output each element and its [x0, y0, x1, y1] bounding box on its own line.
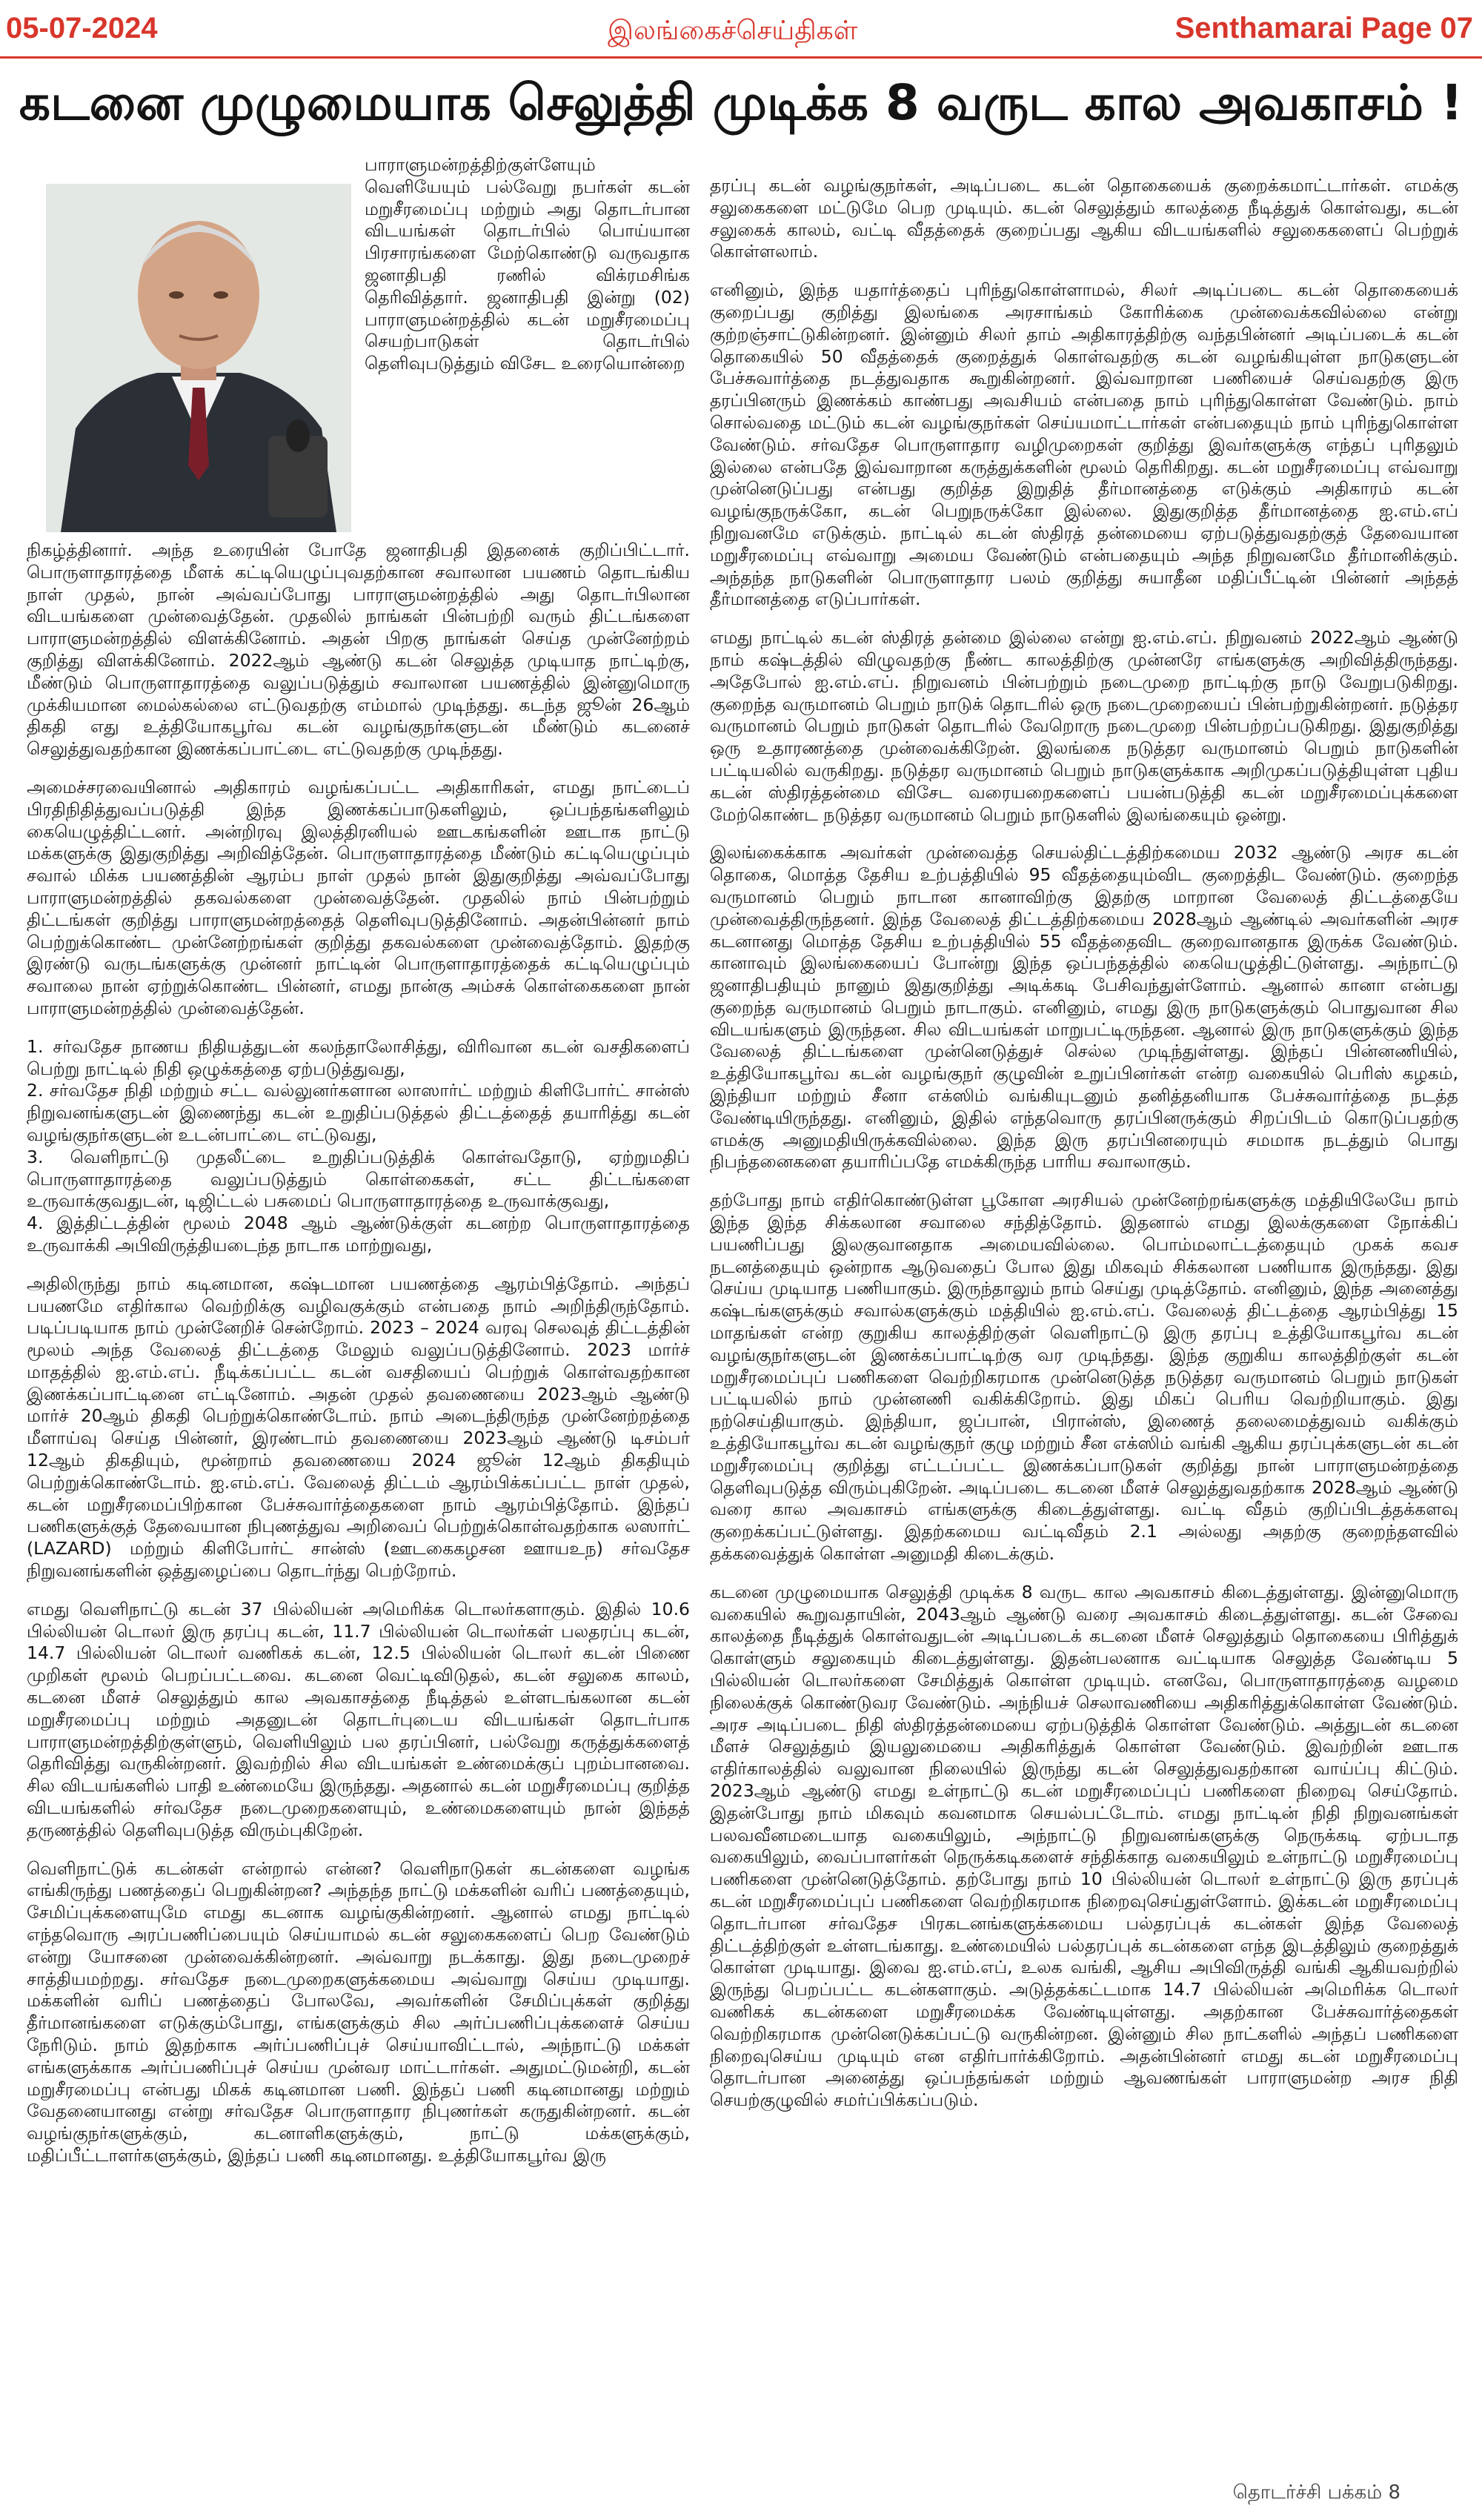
headline: கடனை முழுமையாக செலுத்தி முடிக்க 8 வருட கால அவகாசம் ! [19, 74, 1463, 131]
article-paragraph: தற்போது நாம் எதிர்கொண்டுள்ள பூகோள அரசியல் முன்னேற்றங்களுக்கு மத்தியிலேயே நாம் இந்த இந்த சிக்கலான சவாலை சந்தித்தோம். இதனால் எமது இலக்குகளை நோக்கிப் பயணிப்பது இலகுவானதாக அமையவில்லை. பொம்மலாட்டத்தையும் முகக் கவச நடனத்தையும் ஒன்றாக ஆடுவதைப் போல இது மிகவும் சிக்கலான பணியாக இருந்தது. இது செய்ய முடியாத பணியாகும். இருந்தாலும் நாம் செய்து முடித்தோம். எனினும், இந்த அனைத்து கஷ்டங்களுக்கும் சவால்களுக்கும் மத்தியில் ஐ.எம்.எப். வேலைத் திட்டத்தை ஆரம்பித்து 15 மாதங்கள் என்ற குறுகிய காலத்திற்குள் வெளிநாட்டு இரு தரப்பு உத்தியோகபூர்வ கடன் வழங்குநர்களுடன் இணக்கப்பாட்டிற்கு வர முடிந்தது. இந்த குறுகிய காலத்திற்குள் கடன் மறுசீரமைப்புப் பணிகளை வெற்றிகரமாக முன்னெடுத்த நடுத்தர வருமானம் பெறும் நாடுகள் பட்டியலில் நாம் முன்னணி வகிக்கிறோம். இது மிகப் பெரிய வெற்றியாகும். இது நற்செய்தியாகும். இந்தியா, ஜப்பான், பிரான்ஸ், இணைத் தலைமைத்துவம் வகிக்கும் உத்தியோகபூர்வ கடன் வழங்குநர் குழு மற்றும் சீன எக்ஸிம் வங்கி ஆகிய தரப்புக்களுடன் கடன் மறுசீரமைப்பு குறித்து எட்டப்பட்ட இணக்கப்பாடுகள் குறித்து நான் பாராளுமன்றத்தை தெளிவுபடுத்த விரும்புகிறேன். அடிப்படை கடனை மீளச் செலுத்துவதற்காக 2028ஆம் ஆண்டு வரை கால அவகாசம் எங்களுக்கு கிடைத்துள்ளது. வட்டி வீதம் குறிப்பிடத்தக்களவு குறைக்கப்பட்டுள்ளது. இதற்கமைய வட்டிவீதம் 2.1 அல்லது அதற்கு குறைந்தளவில் தக்கவைத்துக் கொள்ள அனுமதி கிடைக்கும். [710, 1190, 1458, 1565]
policy-list [27, 1036, 690, 1257]
policy-list-item: 2. சர்வதேச நிதி மற்றும் சட்ட வல்லுனர்களான லாஸார்ட் மற்றும் கிளிபோர்ட் சான்ஸ் நிறுவனங்களுடன் இணைந்து கடன் உறுதிப்படுத்தல் திட்டத்தைத் தயாரித்து கடன் வழங்குநர்களுடன் உடன்பாட்டை எட்டுவது, [27, 1080, 690, 1145]
article-paragraph: கடனை முழுமையாக செலுத்தி முடிக்க 8 வருட கால அவகாசம் கிடைத்துள்ளது. இன்னுமொரு வகையில் கூறுவதாயின், 2043ஆம் ஆண்டு வரை அவகாசம் கிடைத்துள்ளது. கடன் சேவை காலத்தை நீடித்துக் கொள்வதுடன் அடிப்படைக் கடனை மீளச் செலுத்தும் தொகையை பிரித்துக் கொள்ளும் சலுகையும் கிடைத்துள்ளது. இதன்பலனாக வட்டியாக செலுத்த வேண்டிய 5 பில்லியன் டொலர்களை சேமித்துக் கொள்ள முடியும். எனவே, பொருளாதாரத்தை வழமை நிலைக்குக் கொண்டுவர வேண்டும். அந்நியச் செலாவணியை அதிகரித்துக்கொள்ள வேண்டும். அரச அடிப்படை நிதி ஸ்திரத்தன்மையை ஏற்படுத்திக் கொள்ள வேண்டும். அத்துடன் கடனை மீளச் செலுத்தும் இயலுமையை அதிகரித்துக் கொள்ள வேண்டும். இவற்றின் ஊடாக எதிர்காலத்தில் வலுவான நிலையில் இருந்து கடன் செலுத்துவதற்கான வாய்ப்பு கிட்டும். 2023ஆம் ஆண்டு எமது உள்நாட்டு கடன் மறுசீரமைப்புப் பணிகளை நிறைவு செய்தோம். இதன்போது நாம் மிகவும் கவனமாக செயல்பட்டோம். எமது நாட்டின் நிதி நிறுவனங்கள் பலவவீனமடையாத வகையிலும், அந்நாட்டு நிறுவனங்களுக்கு நெருக்கடி ஏற்படாத வகையிலும், வைப்பாளர்கள் நெருக்கடிகளைச் சந்திக்காத வகையிலும் உள்நாட்டு மறுசீரமைப்பு பணிகளை முன்னெடுத்தோம். தற்போது நாம் 10 பில்லியன் டொலர் உள்நாட்டு இரு தரப்புக் கடன் மறுசீரமைப்புப் பணிகளை வெற்றிகரமாக நிறைவுசெய்துள்ளோம். இக்கடன் மறுசீரமைப்பு தொடர்பான சர்வதேச பிரகடனங்களுக்கமைய பல்தரப்புக் கடன்கள் இந்த வேலைத் திட்டத்திற்குள் உள்ளடங்காது. உண்மையில் பல்தரப்புக் கடன்களை எந்த இடத்திலும் குறைத்துக் கொள்ள முடியாது. இவை ஐ.எம்.எப், உலக வங்கி, ஆசிய அபிவிருத்தி வங்கி ஆகியவற்றில் இருந்து பெறப்பட்ட கடன்களாகும். அடுத்தக்கட்டமாக 14.7 பில்லியன் அமெரிக்க டொலர் வணிகக் கடன்களை மறுசீரமைக்க வேண்டியுள்ளது. அதற்கான பேச்சுவார்த்தைகள் வெற்றிகரமாக முன்னெடுக்கப்பட்டு வருகின்றன. இன்னும் சில நாட்களில் அந்தப் பணிகளை நிறைவுசெய்ய முடியும் என எதிர்பார்க்கிறோம். அதன்பின்னர் எமது கடன் மறுசீரமைப்பு தொடர்பான அனைத்து ஒப்பந்தங்கள் மற்றும் ஆவணங்கள் பாராளுமன்ற அரச நிதி செயற்குழுவில் சமர்ப்பிக்கப்படும். [710, 1581, 1458, 2111]
page-label: Senthamarai Page 07 [1174, 12, 1473, 44]
article-paragraph: தரப்பு கடன் வழங்குநர்கள், அடிப்படை கடன் தொகையைக் குறைக்கமாட்டார்கள். எமக்கு சலுகைகளை மட்டுமே பெற முடியும். கடன் செலுத்தும் காலத்தை நீடித்துக் கொள்வது, கடன் சலுகைக் காலம், வட்டி வீதத்தைக் குறைப்பது ஆகிய விடயங்களில் சலுகைகளைப் பெற்றுக் கொள்ளலாம். [710, 175, 1458, 262]
speaker-photo [46, 184, 351, 532]
article-paragraph: அதிலிருந்து நாம் கடினமான, கஷ்டமான பயணத்தை ஆரம்பித்தோம். அந்தப் பயணமே எதிர்கால வெற்றிக்கு வழிவகுக்கும் என்பதை நாம் அறிந்திருந்தோம். படிப்படியாக நாம் முன்னேறிச் சென்றோம். 2023 – 2024 வரவு செலவுத் திட்டத்தின் மூலம் அந்த வேலைத் திட்டத்தை மேலும் வலுப்படுத்தினோம். 2023 மார்ச் மாதத்தில் ஐ.எம்.எப். நீடிக்கப்பட்ட கடன் வசதியைப் பெற்றுக் கொள்வதற்கான இணக்கப்பாட்டினை எட்டினோம். அதன் முதல் தவணையை 2023ஆம் ஆண்டு மார்ச் 20ஆம் திகதி பெற்றுக்கொண்டோம். நாம் அடைந்திருந்த முன்னேற்றத்தை மீளாய்வு செய்த பின்னர், இரண்டாம் தவணையை 2023ஆம் ஆண்டு டிசம்பர் 12ஆம் திகதியும், மூன்றாம் தவணையை 2024 ஜூன் 12ஆம் திகதியும் பெற்றுக்கொண்டோம். ஐ.எம்.எப். வேலைத் திட்டம் ஆரம்பிக்கப்பட்ட நாள் முதல், கடன் மறுசீரமைப்பிற்கான பேச்சுவார்த்தைகளை நாம் ஆரம்பித்தோம். இந்தப் பணிகளுக்குத் தேவையான நிபுணத்துவ அறிவைப் பெற்றுக்கொள்வதற்காக லஸார்ட் (LAZARD) மற்றும் கிளிபோர்ட் சான்ஸ் (ஊடகைகழசன ஊாயஉந) சர்வதேச நிறுவனங்களின் ஒத்துழைப்பை தொடர்ந்து பெற்றோம். [27, 1273, 690, 1582]
speaker-photo-icon [46, 184, 351, 532]
site-name: இலங்கைச்செய்திகள் [608, 15, 858, 45]
article-paragraph: எமது வெளிநாட்டு கடன் 37 பில்லியன் அமெரிக்க டொலர்களாகும். இதில் 10.6 பில்லியன் டொலர் இரு தரப்பு கடன், 11.7 பில்லியன் டொலர்கள் பலதரப்பு கடன், 14.7 பில்லியன் டொலர் வணிகக் கடன், 12.5 பில்லியன் டொலர் கடன் பிணை முறிகள் மூலம் பெறப்பட்டவை. கடனை வெட்டிவிடுதல், கடன் சலுகை காலம், கடனை மீளச் செலுத்தும் கால அவகாசத்தை நீடித்தல் உள்ளடங்கலான கடன் மறுசீரமைப்பு மற்றும் அதனுடன் தொடர்புடைய விடயங்கள் தொடர்பாக பாராளுமன்றத்திற்குள்ளும், வெளியிலும் பல தரப்பினர், பல்வேறு கருத்துக்களைத் தெரிவித்து வருகின்றனர். இவற்றில் சில விடயங்கள் உண்மைக்குப் புறம்பானவை. சில விடயங்களில் பாதி உண்மையே இருந்தது. அதனால் கடன் மறுசீரமைப்பு குறித்த விடயங்களில் சர்வதேச நடைமுறைகளையும், உண்மைகளையும் நான் இந்தத் தருணத்தில் தெளிவுபடுத்த விரும்புகிறேன். [27, 1598, 690, 1840]
continued-on-link[interactable]: தொடர்ச்சி பக்கம் 8 [1232, 2481, 1400, 2504]
policy-list-item: 3. வெளிநாட்டு முதலீட்டை உறுதிப்படுத்திக் கொள்வதோடு, ஏற்றுமதிப் பொருளாதாரத்தை வலுப்படுத்தும் கொள்கைகள், சட்ட திட்டங்களை உருவாக்குவதுடன், டிஜிட்டல் பசுமைப் பொருளாதாரத்தை உருவாக்குவது, [27, 1146, 690, 1212]
article-paragraph: வெளிநாட்டுக் கடன்கள் என்றால் என்ன? வெளிநாடுகள் கடன்களை வழங்க எங்கிருந்து பணத்தைப் பெறுகின்றன? அந்தந்த நாட்டு மக்களின் வரிப் பணத்தையும், சேமிப்புக்களையுமே எமது கடனாக வழங்குகின்றனர். ஆனால் எமது நாட்டில் எந்தவொரு அரப்பணிப்பையும் செய்யாமல் கடன் சலுகைகளைப் பெற வேண்டும் என்று யோசனை முன்வைக்கின்றனர். அவ்வாறு நடக்காது. இது நடைமுறைச் சாத்தியமற்றது. சர்வதேச நடைமுறைகளுக்கமைய அவ்வாறு செய்ய முடியாது. மக்களின் வரிப் பணத்தைப் போலவே, அவர்களின் சேமிப்புக்கள் குறித்து தீர்மானங்களை எடுக்கும்போது, எங்களுக்கும் சில அர்ப்பணிப்புக்களைச் செய்ய நேரிடும். நாம் இதற்காக அர்ப்பணிப்புச் செய்யாவிட்டால், அந்நாட்டு மக்கள் எங்களுக்காக அர்ப்பணிப்புச் செய்ய முன்வர மாட்டார்கள். அதுமட்டுமன்றி, கடன் மறுசீரமைப்பு என்பது மிகக் கடினமான பணி. இந்தப் பணி கடினமானது மற்றும் வேதனையானது என்று சர்வதேச பொருளாதார நிபுணர்கள் கருதுகின்றனர். கடன் வழங்குநர்களுக்கும், கடனாளிகளுக்கும், நாட்டு மக்களுக்கும், மதிப்பீட்டாளர்களுக்கும், இந்தப் பணி கடினமானது. உத்தியோகபூர்வ இரு [27, 1857, 690, 2166]
masthead-rule [0, 56, 1482, 59]
article-lead: பாராளுமன்றத்திற்குள்ளேயும் வெளியேயும் பல்வேறு நபர்கள் கடன் மறுசீரமைப்பு மற்றும் அது தொடர்பான விடயங்கள் தொடர்பில் பொய்யான பிரசாரங்களை மேற்கொண்டு வருவதாக ஜனாதிபதி ரணில் விக்ரமசிங்க தெரிவித்தார். ஜனாதிபதி இன்று (02) பாராளுமன்றத்தில் கடன் மறுசீரமைப்பு செயற்பாடுகள் தொடர்பில் தெளிவுபடுத்தும் விசேட உரையொன்றை [365, 154, 690, 374]
policy-list-item: 4. இத்திட்டத்தின் மூலம் 2048 ஆம் ஆண்டுக்குள் கடனற்ற பொருளாதாரத்தை உருவாக்கி அபிவிருத்தியடைந்த நாடாக மாற்றுவது, [27, 1213, 690, 1256]
policy-list-item: 1. சர்வதேச நாணய நிதியத்துடன் கலந்தாலோசித்து, விரிவான கடன் வசதிகளைப் பெற்று நாட்டில் நிதி ஒழுக்கத்தை ஏற்படுத்துவது, [27, 1035, 690, 1079]
issue-date: 05-07-2024 [6, 12, 158, 44]
article-paragraph: எமது நாட்டில் கடன் ஸ்திரத் தன்மை இல்லை என்று ஐ.எம்.எப். நிறுவனம் 2022ஆம் ஆண்டு நாம் கஷ்டத்தில் விழுவதற்கு நீண்ட காலத்திற்கு முன்னரே எங்களுக்கு அறிவித்திருந்தது. அதேபோல் ஐ.எம்.எப். நிறுவனம் பின்பற்றும் நடைமுறை நாட்டிற்கு நாடு வேறுபடுகிறது. குறைந்த வருமானம் பெறும் நாடுக் தொடரில் ஒரு நடைமுறையைப் பின்பற்றுகின்றனர். நடுத்தர வருமானம் பெறும் நாடுகள் தொடரில் வேறொரு நடைமுறை பின்பற்றப்படுகிறது. இதுகுறித்து ஒரு உதாரணத்தை முன்வைக்கிறேன். இலங்கை நடுத்தர வருமானம் பெறும் நாடுகளின் பட்டியலில் வருகிறது. நடுத்தர வருமானம் பெறும் நாடுகளுக்காக அறிமுகப்படுத்தியுள்ள புதிய கடன் ஸ்திரத்தன்மை விசேட வரையறைகளைப் பயன்படுத்தி கடன் மறுசீரமைப்புக்களை மேற்கொண்ட நடுத்தர வருமானம் பெறும் நாடுகளில் இலங்கையும் ஒன்று. [710, 627, 1458, 825]
masthead [0, 0, 1482, 61]
article-paragraph: இலங்கைக்காக அவர்கள் முன்வைத்த செயல்திட்டத்திற்கமைய 2032 ஆண்டு அரச கடன் தொகை, மொத்த தேசிய உற்பத்தியில் 95 வீதத்தையும்விட குறைத்திட வேண்டும். குறைந்த வருமானம் பெறும் நாடான கானாவிற்கு இதற்கு மாறான வேலைத் திட்டத்தையே முன்வைத்திருந்தனர். இந்த வேலைத் திட்டத்திற்கமைய 2028ஆம் ஆண்டில் அவர்களின் அரச கடனானது மொத்த தேசிய உற்பத்தியில் 55 வீதத்தைவிட குறைவானதாக இருக்க வேண்டும். கானாவும் இலங்கையைப் போன்று இந்த ஒப்பந்தத்தில் கையெழுத்திட்டுள்ளது. அந்நாட்டு ஜனாதிபதியும் நானும் இதுகுறித்து அடிக்கடி பேசிவந்துள்ளோம். ஆனால் கானா என்பது குறைந்த வருமானம் பெறும் நாடாகும். எனினும், எமது இரு நாடுகளுக்கும் பொதுவான சில விடயங்களும் இருந்தன. சில விடயங்கள் மாறுபட்டிருந்தன. ஆனால் இரு நாடுகளுக்கும் இந்த வேலைத் திட்டங்களை முன்னெடுத்துச் செல்ல முடிந்துள்ளது. இந்தப் பின்னணியில், உத்தியோகபூர்வ கடன் வழங்குநர் குழுவின் உறுப்பினர்கள் என்ற வகையில் பெரிஸ் கழகம், இந்தியா மற்றும் சீனா எக்ஸிம் வங்கியுடனும் தனித்தனியாக பேச்சுவார்த்தை நடத்த வேண்டியிருந்தது. எனினும், இதில் எந்தவொரு தரப்பினருக்கும் சிறப்பிடம் கொடுப்பதற்கு எமக்கு அனுமதியிருக்கவில்லை. இந்த இரு தரப்பினரையும் சமமாக நடத்தும் பொது நிபந்தனைகளை தயாரிப்பதே எமக்கிருந்த பாரிய சவாலாகும். [710, 842, 1458, 1173]
article-paragraph: நிகழ்த்தினார். அந்த உரையின் போதே ஜனாதிபதி இதனைக் குறிப்பிட்டார். பொருளாதாரத்தை மீளக் கட்டியெழுப்புவதற்கான சவாலான பயணம் தொடங்கிய நாள் முதல், நான் அவ்வப்போது பாராளுமன்றத்தில் அது தொடர்பிலான விடயங்களை முன்வைத்தேன். முதலில் நாங்கள் பின்பற்றி வரும் திட்டங்களை பாராளுமன்றத்தில் விளக்கினோம். அதன் பிறகு நாங்கள் செய்த முன்னேற்றம் குறித்து விளக்கினோம். 2022ஆம் ஆண்டு கடன் செலுத்த முடியாத நாட்டிற்கு, மீண்டும் பொருளாதாரத்தை வலுப்படுத்தும் சவாலான பயணத்தில் இன்னுமொரு முக்கியமான மைல்கல்லை எட்டுவதற்கு எம்மால் முடிந்தது. கடந்த ஜூன் 26ஆம் திகதி எது உத்தியோகபூர்வ கடன் வழங்குநர்களுடன் மீண்டும் கடனைச் செலுத்துவதற்கான இணக்கப்பாட்டை எட்டுவதற்கு முடிந்தது. [27, 540, 690, 760]
article-column-right [710, 175, 1458, 2128]
article-column-left [27, 540, 690, 2184]
article-paragraph: அமைச்சரவையினால் அதிகாரம் வழங்கப்பட்ட அதிகாரிகள், எமது நாட்டைப் பிரதிநிதித்துவப்படுத்தி இந்த இணக்கப்பாடுகளிலும், ஒப்பந்தங்களிலும் கையெழுத்திட்டனர். அன்றிரவு இலத்திரனியல் ஊடகங்களின் ஊடாக நாட்டு மக்களுக்கு இதுகுறித்து அறிவித்தேன். பொருளாதாரத்தை மீண்டும் கட்டியெழுப்பும் சவால் மிக்க பயணத்தின் ஆரம்ப நாள் முதல் நான் இதுகுறித்து அவ்வப்போது பாராளுமன்றத்தில் தகவல்களை முன்வைத்தேன். முதலில் நாம் பின்பற்றும் திட்டங்கள் குறித்து பாராளுமன்றத்தைத் தெளிவுபடுத்தினோம். அதன்பின்னர் நாம் பெற்றுக்கொண்ட முன்னேற்றங்கள் குறித்து தகவல்களை முன்வைத்தோம். இதற்கு இரண்டு வருடங்களுக்கு முன்னர் நாட்டின் பொருளாதாரத்தைக் கட்டியெழுப்பும் சவாலை நான் ஏற்றுக்கொண்ட பின்னர், எமது நான்கு அம்சக் கொள்கைகளை நான் பாராளுமன்றத்தில் முன்வைத்தேன். [27, 776, 690, 1018]
article-paragraph: எனினும், இந்த யதார்த்தைப் புரிந்துகொள்ளாமல், சிலர் அடிப்படை கடன் தொகையைக் குறைப்பது குறித்து இலங்கை அரசாங்கம் கோரிக்கை முன்வைக்கவில்லை என்று குற்றஞ்சாட்டுகின்றனர். இன்னும் சிலர் தாம் அதிகாரத்திற்கு வந்தபின்னர் அடிப்படைக் கடன் தொகையில் 50 வீதத்தைக் குறைத்துக் கொள்வதற்கு கடன் வழங்கியுள்ள நாடுகளுடன் பேச்சுவார்த்தை நடத்துவதாக கூறுகின்றனர். இவ்வாறான பணியைச் செய்வதற்கு இரு தரப்பினரும் இணக்கம் காண்பது அவசியம் என்பதை நாம் புரிந்துகொள்ள வேண்டும். நாம் சொல்வதை மட்டும் கடன் வழங்குநர்கள் செய்யமாட்டார்கள் என்பதையும் நாம் புரிந்துகொள்ள வேண்டும். சர்வதேச பொருளாதார வழிமுறைகள் குறித்து இவர்களுக்கு எந்தப் புரிதலும் இல்லை என்பதே இவ்வாறான கருத்துக்களின் மூலம் தெரிகிறது. கடன் மறுசீரமைப்பு எவ்வாறு முன்னெடுப்பது என்பது குறித்த இறுதித் தீர்மானத்தை எடுக்கும் அதிகாரம் கடன் வழங்குநருக்கோ, கடன் பெறுநருக்கோ இல்லை. இதுகுறித்த தீர்மானத்தை ஐ.எம்.எப் நிறுவனமே எடுக்கும். நாட்டில் கடன் ஸ்திரத் தன்மையை ஏற்படுத்துவதற்குத் தேவையான மறுசீரமைப்பு எவ்வாறு அமைய வேண்டும் என்பதையும் அந்த நிறுவனமே தீர்மானிக்கும். அந்தந்த நாடுகளின் பொருளாதார பலம் குறித்து சுயாதீன மதிப்பீட்டின் பின்னர் அந்தத் தீர்மானத்தை எடுப்பார்கள். [710, 279, 1458, 610]
